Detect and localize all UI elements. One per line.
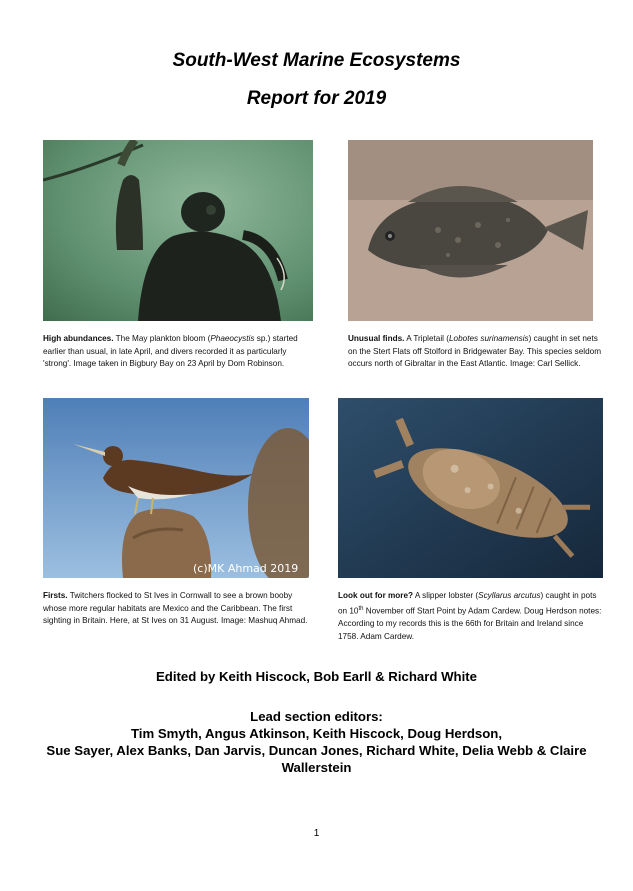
lobster-photo bbox=[338, 398, 603, 578]
lead-editors-line-1: Tim Smyth, Angus Atkinson, Keith Hiscock, Doug Herdson, bbox=[130, 726, 502, 741]
lead-editors-line-2: Sue Sayer, Alex Banks, Dan Jarvis, Duncan Jones, Richard White, Delia Webb & Claire bbox=[46, 743, 587, 758]
caption-lead: Look out for more? bbox=[338, 591, 414, 600]
caption-text: ) caught in set nets on the Stert Flats off Stolford in Bridgewater Bay. This species seldom occurs north of Gibraltar in the East Atlantic. Image: Carl Sellick. bbox=[348, 334, 602, 369]
caption-text: A slipper lobster ( bbox=[413, 591, 479, 600]
lead-editors-heading: Lead section editors: bbox=[250, 709, 383, 724]
tripletail-caption bbox=[348, 333, 606, 371]
caption-text: sp.) started earlier than usual, in late April, and divers recorded it as particularly 'strong'. Image taken in Bigbury Bay on 23 April by Dom Robinson. bbox=[43, 334, 298, 369]
report-title-line-1: South-West Marine Ecosystems bbox=[172, 50, 461, 71]
booby-caption bbox=[43, 590, 313, 628]
page-number: 1 bbox=[313, 828, 320, 839]
lead-editors-line-3: Wallerstein bbox=[281, 760, 352, 775]
fish-image bbox=[348, 140, 593, 321]
diver-photo bbox=[43, 140, 313, 321]
species-name: Phaeocystis bbox=[210, 334, 255, 343]
superscript: th bbox=[358, 605, 364, 612]
lobster-image bbox=[338, 398, 603, 578]
fish-photo bbox=[348, 140, 593, 321]
caption-text: Twitchers flocked to St Ives in Cornwall to see a brown booby whose more regular habitats are Mexico and the Caribbean. The first sighting in Britain. Here, at St Ives on 31 August. Image: Mashuq Ahmad. bbox=[43, 591, 308, 626]
caption-text: November off Start Point by Adam Cardew. Doug Herdson notes: According to my records this is the 66th for Britain and Ireland since 1758. Adam Cardew. bbox=[338, 606, 602, 641]
diver-image bbox=[43, 140, 313, 321]
report-title-line-2: Report for 2019 bbox=[246, 88, 387, 109]
watermark-text: (c)MK Ahmad 2019 bbox=[193, 562, 299, 575]
caption-lead: Unusual finds. bbox=[348, 334, 405, 343]
species-name: Lobotes surinamensis bbox=[449, 334, 529, 343]
species-name: Scyllarus arcutus bbox=[478, 591, 541, 600]
caption-lead: High abundances. bbox=[43, 334, 114, 343]
lobster-caption bbox=[338, 590, 606, 643]
bird-image bbox=[43, 398, 309, 578]
caption-text: ) caught in pots on 10 bbox=[338, 591, 597, 616]
caption-text: The May plankton bloom ( bbox=[113, 334, 211, 343]
caption-lead: Firsts. bbox=[43, 591, 68, 600]
edited-by: Edited by Keith Hiscock, Bob Earll & Richard White bbox=[156, 669, 477, 684]
plankton-caption bbox=[43, 333, 315, 371]
booby-photo bbox=[43, 398, 309, 578]
caption-text: A Tripletail ( bbox=[404, 334, 449, 343]
